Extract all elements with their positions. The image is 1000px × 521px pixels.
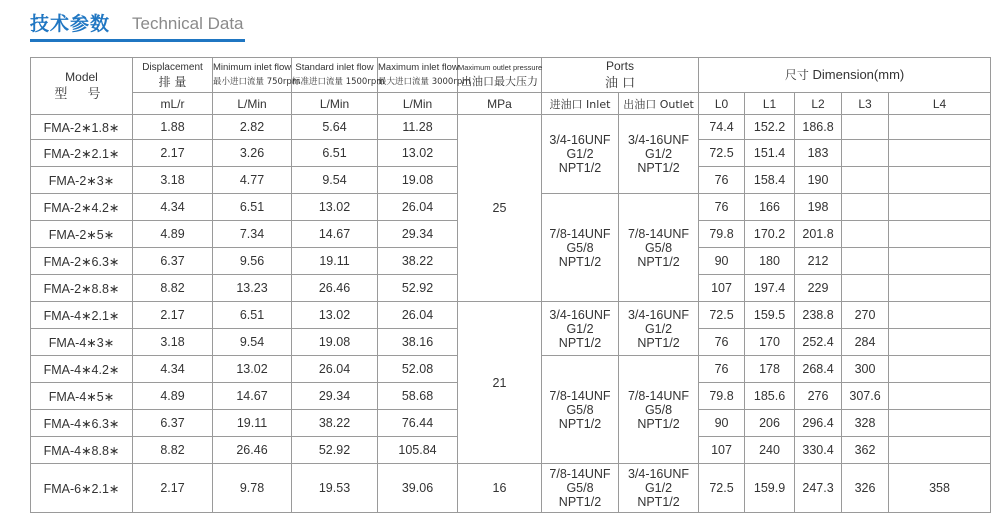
- l4-cell: [889, 356, 991, 383]
- l0-cell: 76: [699, 167, 745, 194]
- l2-cell: 330.4: [795, 437, 842, 464]
- min-flow-cell: 7.34: [213, 221, 292, 248]
- max-flow-cell: 38.16: [378, 329, 458, 356]
- l4-cell: [889, 167, 991, 194]
- l3-cell: [842, 248, 889, 275]
- max-flow-cell: 26.04: [378, 302, 458, 329]
- l1-cell: 166: [745, 194, 795, 221]
- max-flow-cell: 76.44: [378, 410, 458, 437]
- dimension-header: [699, 58, 991, 93]
- l2-cell: 268.4: [795, 356, 842, 383]
- outlet-port-cell: [619, 194, 699, 302]
- l2-cell: 212: [795, 248, 842, 275]
- model-cell: FMA-4∗5∗: [31, 383, 133, 410]
- max-flow-cell: 26.04: [378, 194, 458, 221]
- l4-cell: [889, 248, 991, 275]
- ports-header: [542, 58, 699, 93]
- model-cell: FMA-4∗8.8∗: [31, 437, 133, 464]
- l4-cell: [889, 329, 991, 356]
- inlet-port-cell: [542, 115, 619, 194]
- l0-cell: 79.8: [699, 383, 745, 410]
- l4-cell: [889, 194, 991, 221]
- model-cell: FMA-4∗4.2∗: [31, 356, 133, 383]
- l2-cell: 296.4: [795, 410, 842, 437]
- max-flow-header-en: Maximum inlet flow: [378, 62, 459, 73]
- min-flow-cell: 19.11: [213, 410, 292, 437]
- l4-cell: [889, 383, 991, 410]
- l3-cell: [842, 221, 889, 248]
- displacement-cell: 2.17: [133, 140, 213, 167]
- heading-underline: [30, 39, 245, 42]
- max-flow-header: [378, 58, 471, 93]
- l1-cell: 240: [745, 437, 795, 464]
- model-cell: FMA-4∗3∗: [31, 329, 133, 356]
- std-flow-cell: 26.46: [292, 275, 378, 302]
- min-flow-cell: 26.46: [213, 437, 292, 464]
- max-flow-cell: 29.34: [378, 221, 458, 248]
- model-cell: FMA-2∗2.1∗: [31, 140, 133, 167]
- l3-cell: [842, 275, 889, 302]
- port-spec: NPT1/2: [637, 495, 680, 509]
- port-spec: 7/8-14UNF: [549, 226, 611, 241]
- min-flow-cell: 14.67: [213, 383, 292, 410]
- pressure-cell: 25: [458, 115, 542, 302]
- l2-cell: 238.8: [795, 302, 842, 329]
- l4-cell: [889, 437, 991, 464]
- model-cell: FMA-2∗3∗: [31, 167, 133, 194]
- displacement-cell: 4.89: [133, 221, 213, 248]
- inlet-header: 进油口 Inlet: [542, 93, 619, 115]
- min-flow-cell: 6.51: [213, 194, 292, 221]
- l2-cell: 186.8: [795, 115, 842, 140]
- l4-cell: [889, 302, 991, 329]
- min-flow-cell: 4.77: [213, 167, 292, 194]
- port-spec: NPT1/2: [558, 335, 602, 350]
- displacement-cell: 3.18: [133, 167, 213, 194]
- l0-cell: 74.4: [699, 115, 745, 140]
- port-spec: 3/4-16UNF: [627, 307, 690, 322]
- displacement-cell: 8.82: [133, 275, 213, 302]
- min-flow-unit: L/Min: [213, 93, 292, 115]
- l3-cell: [842, 140, 889, 167]
- port-spec: 7/8-14UNF: [549, 388, 611, 403]
- l0-header: L0: [699, 93, 745, 115]
- l4-cell: [889, 115, 991, 140]
- port-spec: NPT1/2: [558, 495, 602, 509]
- l3-cell: [842, 115, 889, 140]
- displacement-cell: 1.88: [133, 115, 213, 140]
- port-spec: NPT1/2: [637, 161, 680, 175]
- l3-cell: 326: [842, 464, 889, 513]
- l0-cell: 76: [699, 194, 745, 221]
- max-flow-cell: 38.22: [378, 248, 458, 275]
- model-cell: FMA-4∗2.1∗: [31, 302, 133, 329]
- std-flow-header: [292, 58, 385, 93]
- port-spec: 3/4-16UNF: [627, 467, 690, 481]
- min-flow-cell: 3.26: [213, 140, 292, 167]
- l0-cell: 72.5: [699, 464, 745, 513]
- l4-cell: 358: [889, 464, 991, 513]
- port-spec: G5/8: [566, 240, 594, 255]
- port-spec: G1/2: [566, 147, 594, 161]
- port-spec: NPT1/2: [558, 416, 602, 431]
- port-spec: NPT1/2: [637, 254, 680, 269]
- std-flow-cell: 26.04: [292, 356, 378, 383]
- ports-header-en: Ports: [606, 59, 635, 73]
- min-flow-cell: 9.54: [213, 329, 292, 356]
- min-flow-header-en: Minimum inlet flow: [213, 62, 292, 73]
- l2-cell: 183: [795, 140, 842, 167]
- port-spec: G5/8: [644, 402, 673, 417]
- port-spec: 3/4-16UNF: [549, 307, 611, 322]
- l0-cell: 72.5: [699, 140, 745, 167]
- port-spec: 7/8-14UNF: [627, 226, 690, 241]
- l3-cell: 328: [842, 410, 889, 437]
- port-spec: G1/2: [566, 321, 594, 336]
- l1-cell: 151.4: [745, 140, 795, 167]
- l1-cell: 178: [745, 356, 795, 383]
- l2-cell: 252.4: [795, 329, 842, 356]
- max-flow-cell: 13.02: [378, 140, 458, 167]
- model-cell: FMA-6∗2.1∗: [31, 464, 133, 513]
- displacement-header-cn: 排 量: [158, 75, 187, 89]
- l4-cell: [889, 140, 991, 167]
- l1-header: L1: [745, 93, 795, 115]
- min-flow-cell: 2.82: [213, 115, 292, 140]
- displacement-cell: 3.18: [133, 329, 213, 356]
- max-flow-cell: 11.28: [378, 115, 458, 140]
- l2-cell: 229: [795, 275, 842, 302]
- min-flow-cell: 9.78: [213, 464, 292, 513]
- heading-english: Technical Data: [132, 14, 244, 33]
- model-header-en: Model: [65, 70, 98, 84]
- l1-cell: 159.5: [745, 302, 795, 329]
- ports-header-cn: 油 口: [604, 76, 636, 91]
- l1-cell: 170: [745, 329, 795, 356]
- l0-cell: 76: [699, 329, 745, 356]
- l3-cell: 362: [842, 437, 889, 464]
- std-flow-cell: 5.64: [292, 115, 378, 140]
- pressure-cell: 21: [458, 302, 542, 464]
- max-flow-cell: 39.06: [378, 464, 458, 513]
- l3-cell: 300: [842, 356, 889, 383]
- min-flow-cell: 13.02: [213, 356, 292, 383]
- inlet-port-cell: [542, 356, 619, 464]
- displacement-cell: 2.17: [133, 464, 213, 513]
- outlet-port-cell: [619, 302, 699, 356]
- port-spec: 7/8-14UNF: [627, 388, 690, 403]
- header-row-2: [31, 93, 991, 115]
- port-spec: G1/2: [644, 481, 673, 495]
- table-row: [31, 464, 991, 513]
- l0-cell: 107: [699, 275, 745, 302]
- port-spec: G1/2: [644, 147, 673, 161]
- l3-header: L3: [842, 93, 889, 115]
- displacement-header: [133, 58, 213, 93]
- model-cell: FMA-2∗1.8∗: [31, 115, 133, 140]
- displacement-cell: 4.89: [133, 383, 213, 410]
- l4-cell: [889, 410, 991, 437]
- port-spec: 7/8-14UNF: [549, 467, 611, 481]
- l3-cell: [842, 167, 889, 194]
- std-flow-cell: 13.02: [292, 302, 378, 329]
- min-flow-header-cn: 最小进口流量 750rpm: [213, 77, 301, 87]
- l2-header: L2: [795, 93, 842, 115]
- std-flow-cell: 19.08: [292, 329, 378, 356]
- max-flow-cell: 105.84: [378, 437, 458, 464]
- dimension-header-cn: 尺寸: [784, 68, 809, 82]
- displacement-unit: mL/r: [133, 93, 213, 115]
- min-flow-cell: 6.51: [213, 302, 292, 329]
- l0-cell: 90: [699, 248, 745, 275]
- l2-cell: 276: [795, 383, 842, 410]
- max-pressure-header: [458, 58, 542, 93]
- max-flow-cell: 58.68: [378, 383, 458, 410]
- port-spec: G5/8: [644, 240, 673, 255]
- port-spec: G5/8: [566, 481, 594, 495]
- l1-cell: 180: [745, 248, 795, 275]
- l1-cell: 152.2: [745, 115, 795, 140]
- inlet-port-cell: [542, 464, 619, 513]
- max-pressure-header-en: Maximum outlet pressure: [458, 63, 543, 72]
- l2-cell: 247.3: [795, 464, 842, 513]
- l1-cell: 206: [745, 410, 795, 437]
- outlet-port-cell: [619, 464, 699, 513]
- l0-cell: 90: [699, 410, 745, 437]
- std-flow-cell: 14.67: [292, 221, 378, 248]
- port-spec: G1/2: [644, 321, 673, 336]
- displacement-cell: 2.17: [133, 302, 213, 329]
- l4-cell: [889, 275, 991, 302]
- model-cell: FMA-2∗4.2∗: [31, 194, 133, 221]
- max-flow-cell: 52.92: [378, 275, 458, 302]
- pressure-cell: 16: [458, 464, 542, 513]
- port-spec: NPT1/2: [558, 161, 602, 175]
- inlet-port-cell: [542, 302, 619, 356]
- max-flow-unit: L/Min: [378, 93, 458, 115]
- outlet-port-cell: [619, 356, 699, 464]
- displacement-cell: 4.34: [133, 194, 213, 221]
- technical-data-table: [30, 57, 991, 513]
- displacement-cell: 6.37: [133, 248, 213, 275]
- port-spec: 3/4-16UNF: [627, 133, 690, 147]
- l3-cell: 270: [842, 302, 889, 329]
- std-flow-header-cn: 标准进口流量 1500rpm: [292, 77, 385, 87]
- max-flow-cell: 52.08: [378, 356, 458, 383]
- heading-chinese: 技术参数: [30, 13, 111, 35]
- header-row-1: [31, 58, 991, 93]
- std-flow-cell: 38.22: [292, 410, 378, 437]
- std-flow-cell: 52.92: [292, 437, 378, 464]
- min-flow-cell: 9.56: [213, 248, 292, 275]
- std-flow-cell: 19.11: [292, 248, 378, 275]
- l4-cell: [889, 221, 991, 248]
- outlet-header: 出油口 Outlet: [619, 93, 699, 115]
- std-flow-cell: 9.54: [292, 167, 378, 194]
- min-flow-cell: 13.23: [213, 275, 292, 302]
- std-flow-cell: 19.53: [292, 464, 378, 513]
- port-spec: NPT1/2: [558, 254, 602, 269]
- port-spec: NPT1/2: [637, 416, 680, 431]
- outlet-port-cell: [619, 115, 699, 194]
- port-spec: G5/8: [566, 402, 594, 417]
- l3-cell: 284: [842, 329, 889, 356]
- l0-cell: 76: [699, 356, 745, 383]
- l4-header: L4: [889, 93, 991, 115]
- l1-cell: 185.6: [745, 383, 795, 410]
- model-header: [31, 58, 133, 115]
- model-cell: FMA-2∗5∗: [31, 221, 133, 248]
- l1-cell: 158.4: [745, 167, 795, 194]
- std-flow-cell: 13.02: [292, 194, 378, 221]
- max-pressure-unit: MPa: [458, 93, 542, 115]
- l2-cell: 190: [795, 167, 842, 194]
- l1-cell: 170.2: [745, 221, 795, 248]
- displacement-cell: 4.34: [133, 356, 213, 383]
- port-spec: NPT1/2: [637, 335, 680, 350]
- l0-cell: 72.5: [699, 302, 745, 329]
- std-flow-header-en: Standard inlet flow: [295, 62, 374, 73]
- l2-cell: 201.8: [795, 221, 842, 248]
- max-flow-header-cn: 最大进口流量 3000rpm: [378, 77, 471, 87]
- table-row: [31, 302, 991, 329]
- displacement-cell: 8.82: [133, 437, 213, 464]
- l1-cell: 159.9: [745, 464, 795, 513]
- std-flow-unit: L/Min: [292, 93, 378, 115]
- model-cell: FMA-2∗8.8∗: [31, 275, 133, 302]
- l0-cell: 79.8: [699, 221, 745, 248]
- port-spec: 3/4-16UNF: [549, 133, 611, 147]
- l3-cell: 307.6: [842, 383, 889, 410]
- model-cell: FMA-2∗6.3∗: [31, 248, 133, 275]
- model-header-cn: 型 号: [54, 87, 109, 102]
- displacement-cell: 6.37: [133, 410, 213, 437]
- std-flow-cell: 6.51: [292, 140, 378, 167]
- table-row: [31, 115, 991, 140]
- model-cell: FMA-4∗6.3∗: [31, 410, 133, 437]
- section-heading: [30, 8, 245, 42]
- inlet-port-cell: [542, 194, 619, 302]
- max-flow-cell: 19.08: [378, 167, 458, 194]
- max-pressure-header-cn: 出油口最大压力: [461, 75, 538, 88]
- l0-cell: 107: [699, 437, 745, 464]
- min-flow-header: [213, 58, 301, 93]
- std-flow-cell: 29.34: [292, 383, 378, 410]
- dimension-header-en: Dimension(mm): [812, 67, 905, 82]
- l2-cell: 198: [795, 194, 842, 221]
- displacement-header-en: Displacement: [142, 62, 203, 73]
- l3-cell: [842, 194, 889, 221]
- l1-cell: 197.4: [745, 275, 795, 302]
